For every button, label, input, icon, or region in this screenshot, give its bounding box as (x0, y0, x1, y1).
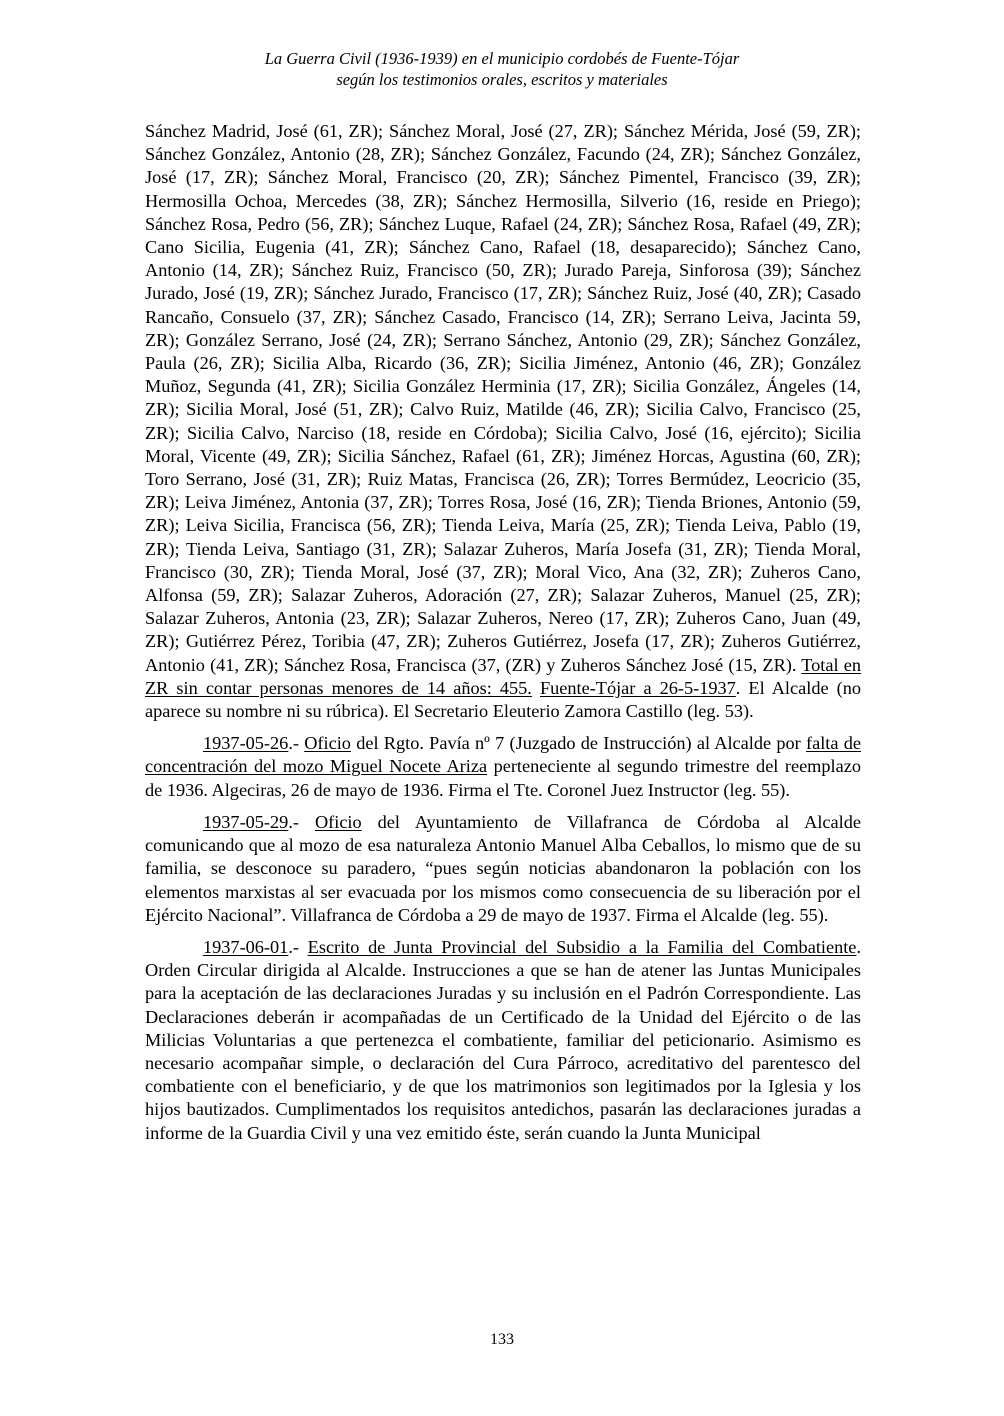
entry-separator: .- (288, 733, 305, 754)
header-subtitle-line: según los testimonios orales, escritos y materiales (336, 70, 668, 89)
entry-date: 1937-06-01 (203, 936, 289, 957)
document-entry-1937-06-01 (145, 936, 861, 1145)
entry-separator: .- (288, 936, 308, 957)
document-entry-1937-05-29 (145, 811, 861, 927)
header-title-line: La Guerra Civil (1936-1939) en el municipio cordobés de Fuente-Tójar (264, 49, 740, 68)
entry-separator: .- (288, 811, 315, 832)
entry-date: 1937-05-29 (203, 811, 289, 832)
place-date: Fuente-Tójar a 26-5-1937 (539, 677, 736, 698)
list-closing-text: . El Alcalde (no aparece su nombre ni su rúbrica). El Secretario Eleuterio Zamora Castillo (leg. 53). (145, 677, 862, 722)
names-list-paragraph (145, 120, 861, 723)
document-entry-1937-05-26 (145, 732, 861, 802)
entry-text: del Rgto. Pavía nº 7 (Juzgado de Instrucción) al Alcalde por (350, 733, 806, 754)
names-list-text: Sánchez Madrid, José (61, ZR); Sánchez Moral, José (27, ZR); Sánchez Mérida, José (59, ZR); Sánchez González, Antonio (28, ZR); Sánchez González, Facundo (24, ZR); Sánchez González, José (17, ZR); Sánchez Moral, Francisco (20, ZR); Sánchez Pimentel, Francisco (39, ZR); Hermosilla Ochoa, Mercedes (38, ZR); Sánchez Hermosilla, Silverio (16, reside en Priego); Sánchez Rosa, Pedro (56, ZR); Sánchez Luque, Rafael (24, ZR); Sánchez Rosa, Rafael (49, ZR); Cano Sicilia, Eugenia (41, ZR); Sánchez Cano, Rafael (18, desaparecido); Sánchez Cano, Antonio (14, ZR); Sánchez Ruiz, Francisco (50, ZR); Jurado Pareja, Sinforosa (39); Sánchez Jurado, José (19, ZR); Sánchez Jurado, Francisco (17, ZR); Sánchez Ruiz, José (40, ZR); Casado Rancaño, Consuelo (37, ZR); Sánchez Casado, Francisco (14, ZR); Serrano Leiva, Jacinta 59, ZR); González Serrano, José (24, ZR); Serrano Sánchez, Antonio (29, ZR); Sánchez González, Paula (26, ZR); Sicilia Alba, Ricardo (36, ZR); Sicilia Jiménez, Antonio (46, ZR); González Muñoz, Segunda (41, ZR); Sicilia González Herminia (17, ZR); Sicilia González, Ángeles (14, ZR); Sicilia Moral, José (51, ZR); Calvo Ruiz, Matilde (46, ZR); Sicilia Calvo, Francisco (25, ZR); Sicilia Calvo, Narciso (18, reside en Córdoba); Sicilia Calvo, José (16, ejército); Sicilia Moral, Vicente (49, ZR); Sicilia Sánchez, Rafael (61, ZR); Jiménez Horcas, Agustina (60, ZR); Toro Serrano, José (31, ZR); Ruiz Matas, Francisca (26, ZR); Torres Bermúdez, Leocricio (35, ZR); Leiva Jiménez, Antonia (37, ZR); Torres Rosa, José (16, ZR); Tienda Briones, Antonio (59, ZR); Leiva Sicilia, Francisca (56, ZR); Tienda Leiva, María (25, ZR); Tienda Leiva, Pablo (19, ZR); Tienda Leiva, Santiago (31, ZR); Salazar Zuheros, María Josefa (31, ZR); Tienda Moral, Francisco (30, ZR); Tienda Moral, José (37, ZR); Moral Vico, Ana (32, ZR); Zuheros Cano, Alfonsa (59, ZR); Salazar Zuheros, Adoración (27, ZR); Salazar Zuheros, Manuel (25, ZR); Salazar Zuheros, Antonia (23, ZR); Salazar Zuheros, Nereo (17, ZR); Zuheros Cano, Juan (49, ZR); Gutiérrez Pérez, Toribia (47, ZR); Zuheros Gutiérrez, Josefa (17, ZR); Zuheros Gutiérrez, Antonio (41, ZR); Sánchez Rosa, Francisca (37, (ZR) y Zuheros Sánchez José (15, ZR). (145, 121, 861, 675)
entry-text: del Ayuntamiento de Villafranca de Córdoba al Alcalde comunicando que al mozo de esa naturaleza Antonio Manuel Alba Ceballos, lo mismo que de su familia, se desconoce su paradero, “pues según noticias abandonaron la población con los elementos marxistas al ser evacuada por los mismos como consecuencia de su liberación por el Ejército Nacional”. Villafranca de Córdoba a 29 de mayo de 1937. Firma el Alcalde (leg. 55). (145, 811, 861, 925)
entry-subject: falta de concentración del mozo Miguel Nocete Ariza (145, 733, 861, 777)
entry-text-continued: perteneciente al segundo trimestre del reemplazo de 1936. Algeciras, 26 de mayo de 1936. Firma el Tte. Coronel Juez Instructor (leg. 55). (145, 756, 861, 800)
entry-document-type: Oficio (304, 733, 351, 754)
page-number: 133 (490, 1331, 514, 1348)
total-summary: Total en ZR sin contar personas menores de 14 años: 455. (145, 654, 861, 698)
entry-document-type: Escrito de Junta Provincial del Subsidio a la Familia del Combatiente (307, 936, 857, 957)
entry-text: . Orden Circular dirigida al Alcalde. Instrucciones a que se han de atener las Juntas Municipales para la aceptación de las declaraciones Juradas y su inclusión en el Padrón Correspondiente. Las Declaraciones deberán ir acompañadas de un Certificado de la Unidad del Ejército o de las Milicias Voluntarias a que pertenezca el combatiente, familiar del peticionario. Asimismo es necesario acompañar simple, o declaración del Cura Párroco, acreditativo del parentesco del combatiente con el beneficiario, y de que los matrimonios son legitimados por la Iglesia y los hijos bautizados. Cumplimentados los requisitos antedichos, pasarán las declaraciones juradas a informe de la Guardia Civil y una vez emitido éste, serán cuando la Junta Municipal (145, 936, 862, 1143)
entry-document-type: Oficio (314, 811, 362, 832)
running-header (0, 48, 1004, 90)
entry-date: 1937-05-26 (203, 733, 289, 754)
separator-space (532, 678, 540, 698)
main-text (145, 120, 861, 1145)
